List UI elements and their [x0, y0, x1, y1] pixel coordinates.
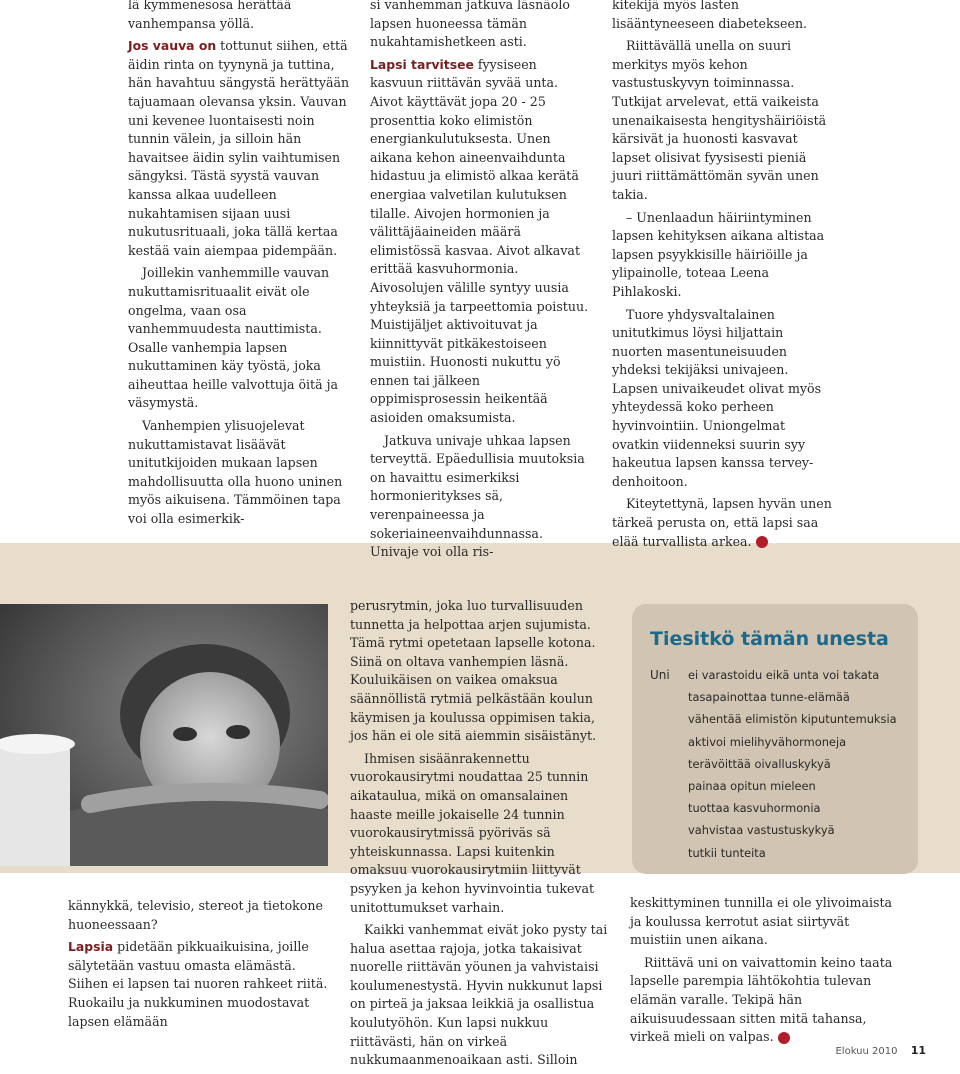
paragraph-text: Ihmisen sisäänrakennettu vuorokausirytmi noudattaa 25 tunnin aikataulua, mikä on omansalainen haaste meille jokaiselle 24 tunnin vuorokausirytmissä pyöriväs sä yhteiskunnassa. Lapsi kuitenkin omaksuu vuorokausirytmiin liittyvät psyyken ja kehon hyvinvointia tukevat unitottumukset varhain.	[350, 750, 595, 915]
fact-list	[688, 664, 897, 864]
fact-item: painaa opitun mieleen	[688, 778, 816, 793]
paragraph	[350, 597, 608, 746]
top-column-2	[370, 0, 592, 566]
fact-box	[632, 604, 918, 874]
fact-item: ei varastoidu eikä unta voi takata	[688, 668, 880, 682]
paragraph-lead: Lapsi tarvitsee	[370, 56, 474, 72]
paragraph-text: pidetään pikkuaikuisina, joille sälytetään vastuu omasta elämästä. Siihen ei lapsen tai nuoren rahkeet riitä. Ruokailu ja nukkuminen muodostavat lapsen elämään	[68, 939, 328, 1029]
paragraph-text: kännykkä, televisio, stereot ja tietokone huoneessaan?	[68, 898, 323, 932]
paragraph	[370, 0, 592, 52]
fact-item: tuottaa kasvuhormonia	[688, 801, 821, 816]
fact-item: vähentää elimistön kiputuntemuksia	[688, 712, 897, 727]
child-photo	[0, 604, 328, 866]
paragraph	[128, 417, 350, 529]
fact-item: vahvistaa vastustuskykyä	[688, 823, 835, 838]
paragraph	[370, 432, 592, 562]
page-number: 11	[910, 1044, 926, 1057]
end-mark-icon: ❦	[756, 536, 768, 548]
bottom-column-2	[350, 597, 608, 1074]
paragraph-text: si vanhemman jatkuva läsnäolo lapsen huoneessa tämän nukahtamishetkeen asti.	[370, 0, 570, 50]
fact-box-subject: Uni	[650, 668, 670, 682]
paragraph-text: Jatkuva univaje uhkaa lapsen terveyttä. Epäedullisia muutoksia on havaittu esimerkiksi hormonieritykses sä, verenpaineessa ja sokeriaineenvaihdunnassa. Univaje voi olla ris-	[370, 432, 585, 560]
top-column-3	[612, 0, 836, 555]
fact-item: terävöittää oivalluskykyä	[688, 756, 831, 771]
bottom-column-1	[68, 897, 332, 1035]
end-mark-icon: ❦	[778, 1032, 790, 1044]
paragraph-text: – Unenlaadun häiriintyminen lapsen kehityksen aikana altistaa lapsen psyykkisille häiriöille ja ylipainolle, toteaa Leena Pihlakoski.	[612, 209, 825, 299]
paragraph-text: kitekijä myös lasten lisääntyneeseen diabetekseen.	[612, 0, 808, 31]
paragraph-text: Riittävä uni on vaivattomin keino taata lapselle parempia lähtökohtia tulevan elämän varalle. Tekipä hän aikuisuudessaan sitten mitä tahansa, virkeä mieli on valpas.	[630, 954, 893, 1045]
paragraph-text: lä kymmenesosa herättää vanhempansa yöllä.	[128, 0, 292, 31]
top-column-1	[128, 0, 350, 533]
paragraph	[370, 56, 592, 428]
fact-box-title: Tiesitkö tämän unesta	[650, 628, 889, 650]
paragraph	[128, 264, 350, 413]
fact-item: tasapainottaa tunne-elämää	[688, 690, 850, 705]
paragraph-text: keskittyminen tunnilla ei ole ylivoimaista ja koulussa kerrotut asiat siirtyvät muistiin unen aikana.	[630, 895, 893, 948]
paragraph	[350, 921, 608, 1070]
paragraph	[128, 37, 350, 260]
paragraph-text: Kaikki vanhemmat eivät joko pysty tai halua asettaa rajoja, jotka takaisivat nuorelle riittävän yöunen ja vahvistaisi koulumenestystä. Hyvin nukkunut lapsi on pirteä ja jaksaa leikkiä ja osallistua koulutyöhön. Kun lapsi nukkuu riittävästi, hän on virkeä nukkumaanmenoaikaan asti. Silloin	[350, 922, 608, 1068]
paragraph-lead: Lapsia	[68, 939, 114, 955]
paragraph	[612, 37, 836, 204]
paragraph	[128, 0, 350, 33]
issue-label: Elokuu 2010	[835, 1046, 898, 1057]
paragraph-text: Kiteytettynä, lapsen hyvän unen tärkeä perusta on, että lapsi saa elää turvallista arkea.	[612, 496, 832, 549]
paragraph	[612, 495, 836, 551]
paragraph	[68, 897, 332, 934]
page-footer	[835, 1044, 926, 1057]
fact-item: aktivoi mielihyvähormoneja	[688, 734, 847, 749]
paragraph	[630, 894, 896, 950]
paragraph-text: Joillekin vanhemmille vauvan nukuttamisrituaalit eivät ole ongelma, vaan osa vanhemmuudesta nauttimista. Osalle vanhempia lapsen nukuttaminen käy työstä, joka aiheuttaa heille valvottuja öitä ja väsymystä.	[128, 265, 339, 411]
paragraph-text: fyysiseen kasvuun riittävän syvää unta. Aivot käyttävät jopa 20 - 25 prosenttia koko elimistön energiankulutuksesta. Unen aikana kehon aineenvaihdunta hidastuu ja elimistö alkaa kerätä energiaa valvetilan kulutuksen tilalle. Aivojen hormonien ja välittäjäaineiden määrä elimistössä kasvaa. Aivot alkavat erittää kasvuhormonia. Aivosolujen välille syntyy uusia yhteyksiä ja tarpeettomia poistuu. Muistijäljet aktivoituvat ja kiinnittyvät pitkäkestoiseen muistiin. Huonosti nukuttu yö ennen tai jälkeen oppimisprosessin heikentää asioiden omaksumista.	[370, 56, 589, 426]
paragraph	[612, 0, 836, 33]
paragraph	[630, 954, 896, 1047]
paragraph-text: Vanhempien ylisuojelevat nukuttamistavat lisäävät unitutkijoiden mukaan lapsen mahdollisuutta olla huono uninen myös aikuisena. Tämmöinen tapa voi olla esimerkik-	[128, 418, 343, 527]
paragraph-text: tottunut siihen, että äidin rinta on tyynynä ja tuttina, hän havahtuu sängystä herättyään tajuamaan olevansa yksin. Vauvan uni kevenee luontaisesti noin tunnin välein, ja silloin hän havaitsee äidin sylin vaihtumisen sängyksi. Tästä syystä vauvan kanssa alkaa uudelleen nukahtamisen sijaan uusi nukutusrituaali, joka tällä kertaa kestää vain aiempaa pidempään.	[128, 38, 350, 258]
paragraph	[68, 938, 332, 1031]
paragraph-text: Tuore yhdysvaltalainen unitutkimus löysi hiljattain nuorten masentuneisuuden yhdeksi tekijäksi univajeen. Lapsen univaikeudet olivat myös yhteydessä koko perheen hyvinvointiin. Uniongelmat ovatkin viidenneksi suurin syy hakeutua lapsen kanssa tervey-denhoitoon.	[612, 306, 822, 489]
paragraph	[612, 209, 836, 302]
paragraph-text: Riittävällä unella on suuri merkitys myös kehon vastustuskyvyn toiminnassa. Tutkijat arvelevat, että vaikeista unenaikaisesta hengityshäiriöistä kärsivät ja huonosti kasvavat lapset olisivat fyysisesti pieniä juuri riittämättömän syvän unen takia.	[612, 38, 827, 202]
fact-item: tutkii tunteita	[688, 845, 766, 860]
paragraph	[612, 306, 836, 492]
paragraph	[350, 750, 608, 917]
paragraph-text: perusrytmin, joka luo turvallisuuden tunnetta ja helpottaa arjen sujumista. Tämä rytmi opetetaan lapselle kotona. Siinä on oltava vanhempien läsnä. Kouluikäisen on vaikea omaksua säännöllistä rytmiä pelkästään koulun käymisen ja koulussa oppimisen takia, jos hän ei ole sitä aiemmin sisäistänyt.	[350, 598, 597, 744]
bottom-column-3	[630, 894, 896, 1051]
paragraph-lead: Jos vauva on	[128, 38, 217, 54]
